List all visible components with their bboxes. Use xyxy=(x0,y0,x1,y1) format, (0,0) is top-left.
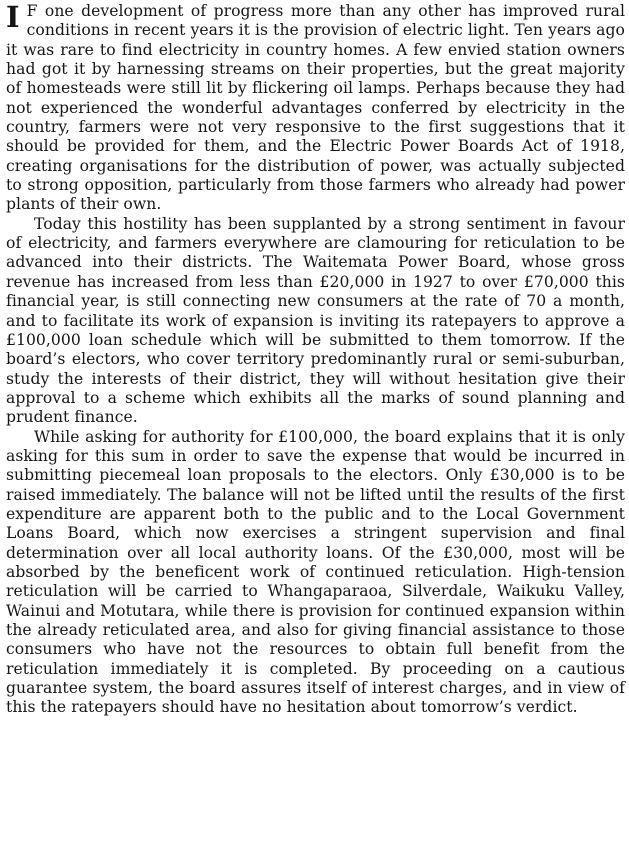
paragraph-2-text: Today this hostility has been supplanted by a strong sentiment in favour of electricity, and farmers everywhere are clamouring for reticulation to be advanced into their districts. The Waitemata Power Board, whose gross revenue has increased from less than £20,000 in 1927 to over £70,000 this financial year, is still connecting new consumers at the rate of 70 a month, and to facilitate its work of expansion is inviting its ratepayers to approve a £100,000 loan schedule which will be submitted to them tomorrow. If the board’s electors, who cover territory predominantly rural or semi-suburban, study the interests of their district, they will without hesitation give their approval to a scheme which exhibits all the marks of sound planning and prudent finance. xyxy=(6,214,625,427)
article-paragraph-1 xyxy=(6,2,625,215)
editorial-article xyxy=(6,2,625,718)
article-paragraph-2 xyxy=(6,215,625,428)
paragraph-1-text: F one development of progress more than any other has improved rural conditions in recent years it is the provision of electric light. Ten years ago it was rare to find electricity in country homes. A few envied station owners had got it by harnessing streams on their properties, but the great majority of homesteads were still lit by flickering oil lamps. Perhaps because they had not experienced the wonderful advantages conferred by electricity in the country, farmers were not very responsive to the first suggestions that it should be provided for them, and the Electric Power Boards Act of 1918, creating organisations for the distribution of power, was actually subjected to strong opposition, particularly from those farmers who already had power plants of their own. xyxy=(6,2,625,214)
article-paragraph-3 xyxy=(6,428,625,718)
paragraph-3-text: While asking for authority for £100,000, the board explains that it is only asking for this sum in order to save the expense that would be incurred in submitting piecemeal loan proposals to the electors. Only £30,000 is to be raised immediately. The balance will not be lifted until the results of the first expenditure are apparent both to the public and to the Local Government Loans Board, which now exercises a stringent supervision and final determination over all local authority loans. Of the £30,000, most will be absorbed by the beneficent work of continued reticulation. High-tension reticulation will be carried to Whangaparaoa, Silverdale, Waikuku Valley, Wainui and Motutara, while there is provision for continued expansion within the already reticulated area, and also for giving financial assistance to those consumers who have not the resources to obtain full benefit from the reticulation immediately it is completed. By proceeding on a cautious guarantee system, the board assures itself of interest charges, and in view of this the ratepayers should have no hesitation about tomorrow’s verdict. xyxy=(6,427,625,717)
drop-cap-initial: I xyxy=(6,0,20,34)
